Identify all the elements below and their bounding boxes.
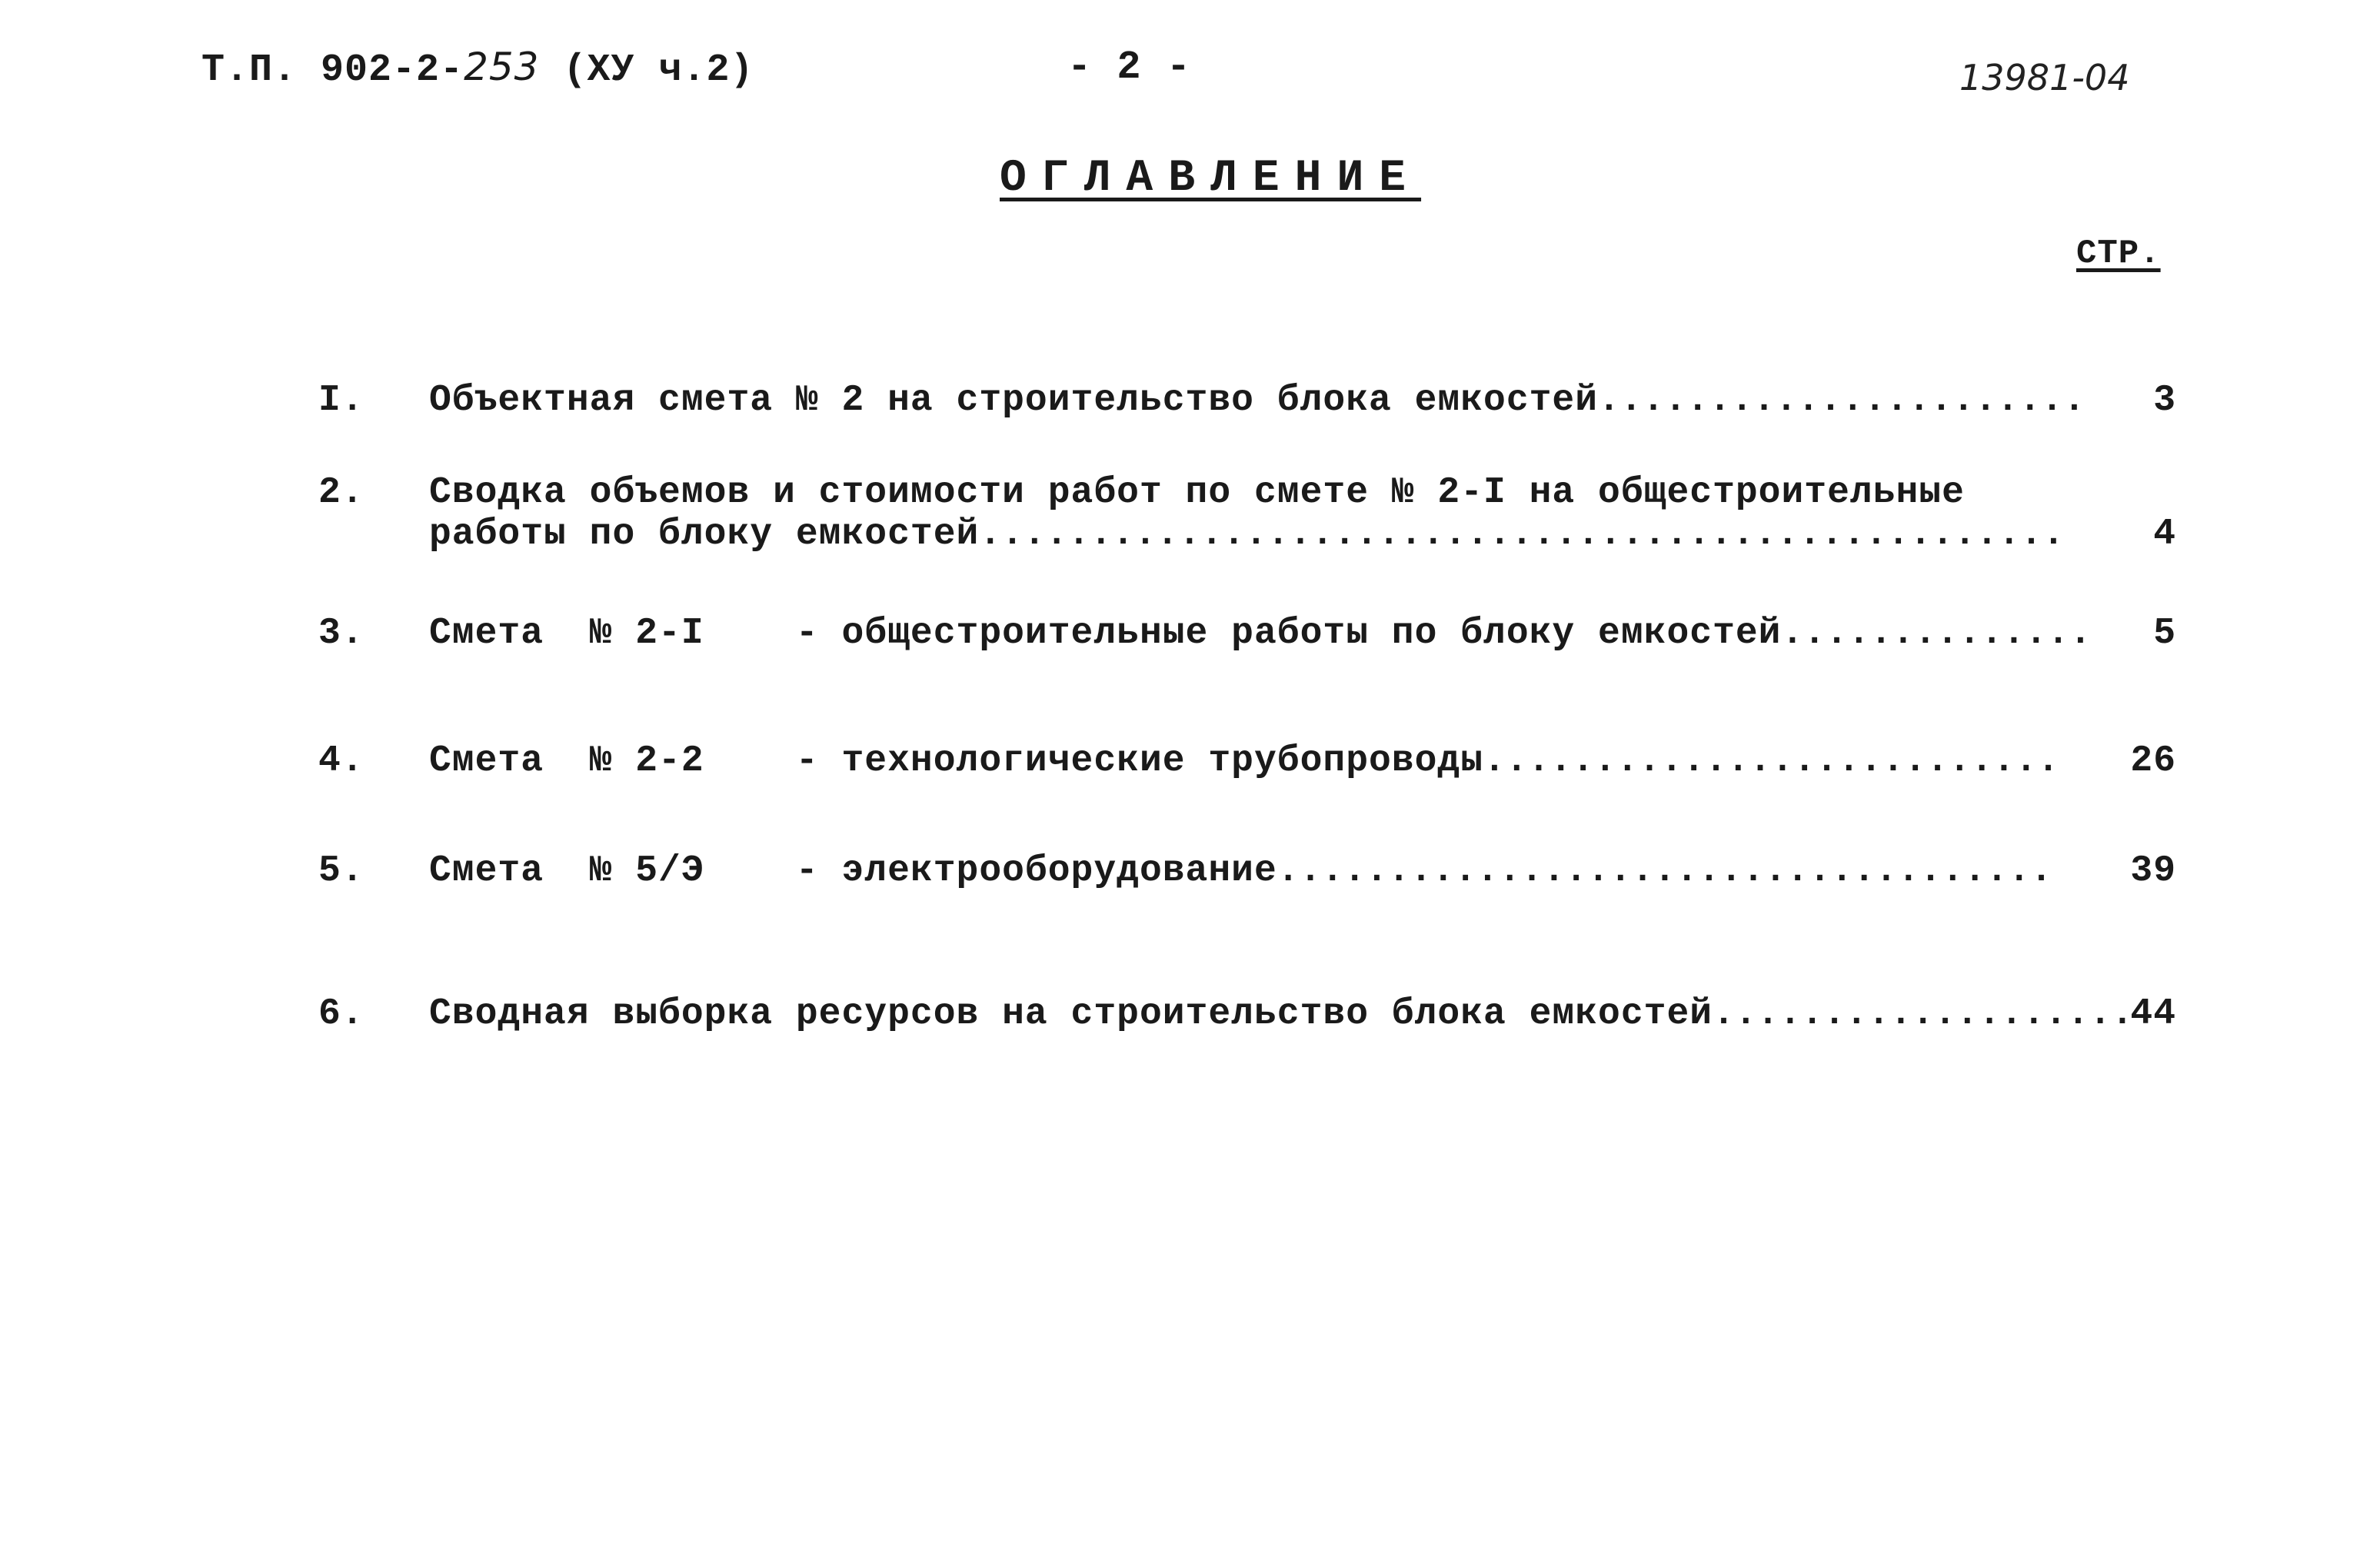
toc-entry-page: 3: [2153, 380, 2176, 421]
document-title: ОГЛАВЛЕНИЕ: [1000, 154, 1422, 204]
document-code-handwritten: 253: [464, 45, 540, 89]
dot-leader: ......................: [1598, 380, 2085, 421]
dot-leader: ...................................: [1277, 850, 2052, 892]
page-column-label: СТР.: [2076, 234, 2161, 273]
page-number: - 2 -: [1067, 45, 1192, 90]
toc-entry-text: Сводка объемов и стоимости работ по смете № 2-I на общестроительные работы по блоку емкостей.................................................: [429, 472, 2065, 555]
document-code: [201, 45, 754, 92]
toc-entry-text: Смета № 2-2 - технологические трубопроводы..........................: [429, 740, 2059, 782]
toc-entry-text: Объектная смета № 2 на строительство блока емкостей......................: [429, 380, 2085, 421]
toc-entry-page: 44: [2130, 993, 2176, 1035]
dot-leader: ..............: [1781, 613, 2092, 654]
toc-entry-number: 4.: [318, 740, 364, 782]
toc-entry-page: 26: [2130, 740, 2176, 782]
toc-entry-number: 6.: [318, 993, 364, 1035]
toc-entry-text: Смета № 2-I - общестроительные работы по блоку емкостей..............: [429, 613, 2092, 654]
toc-entry-number: 5.: [318, 850, 364, 892]
archive-number: 13981-04: [1959, 57, 2130, 98]
dot-leader: ..........................: [1483, 740, 2059, 782]
toc-entry-page: 5: [2153, 613, 2176, 654]
document-code-prefix: Т.П. 902-2-: [201, 48, 464, 92]
toc-entry-number: 2.: [318, 472, 364, 514]
toc-entry-page: 4: [2153, 514, 2176, 555]
document-code-suffix: (ХУ ч.2): [539, 48, 754, 92]
toc-entry-text: Сводная выборка ресурсов на строительство блока емкостей...................: [429, 993, 2134, 1035]
dot-leader: .................................................: [979, 514, 2065, 555]
dot-leader: ...................: [1713, 993, 2134, 1035]
toc-entry-text: Смета № 5/Э - электрооборудование...................................: [429, 850, 2052, 892]
toc-entry-number: I.: [318, 380, 364, 421]
toc-entry-number: 3.: [318, 613, 364, 654]
toc-entry-page: 39: [2130, 850, 2176, 892]
